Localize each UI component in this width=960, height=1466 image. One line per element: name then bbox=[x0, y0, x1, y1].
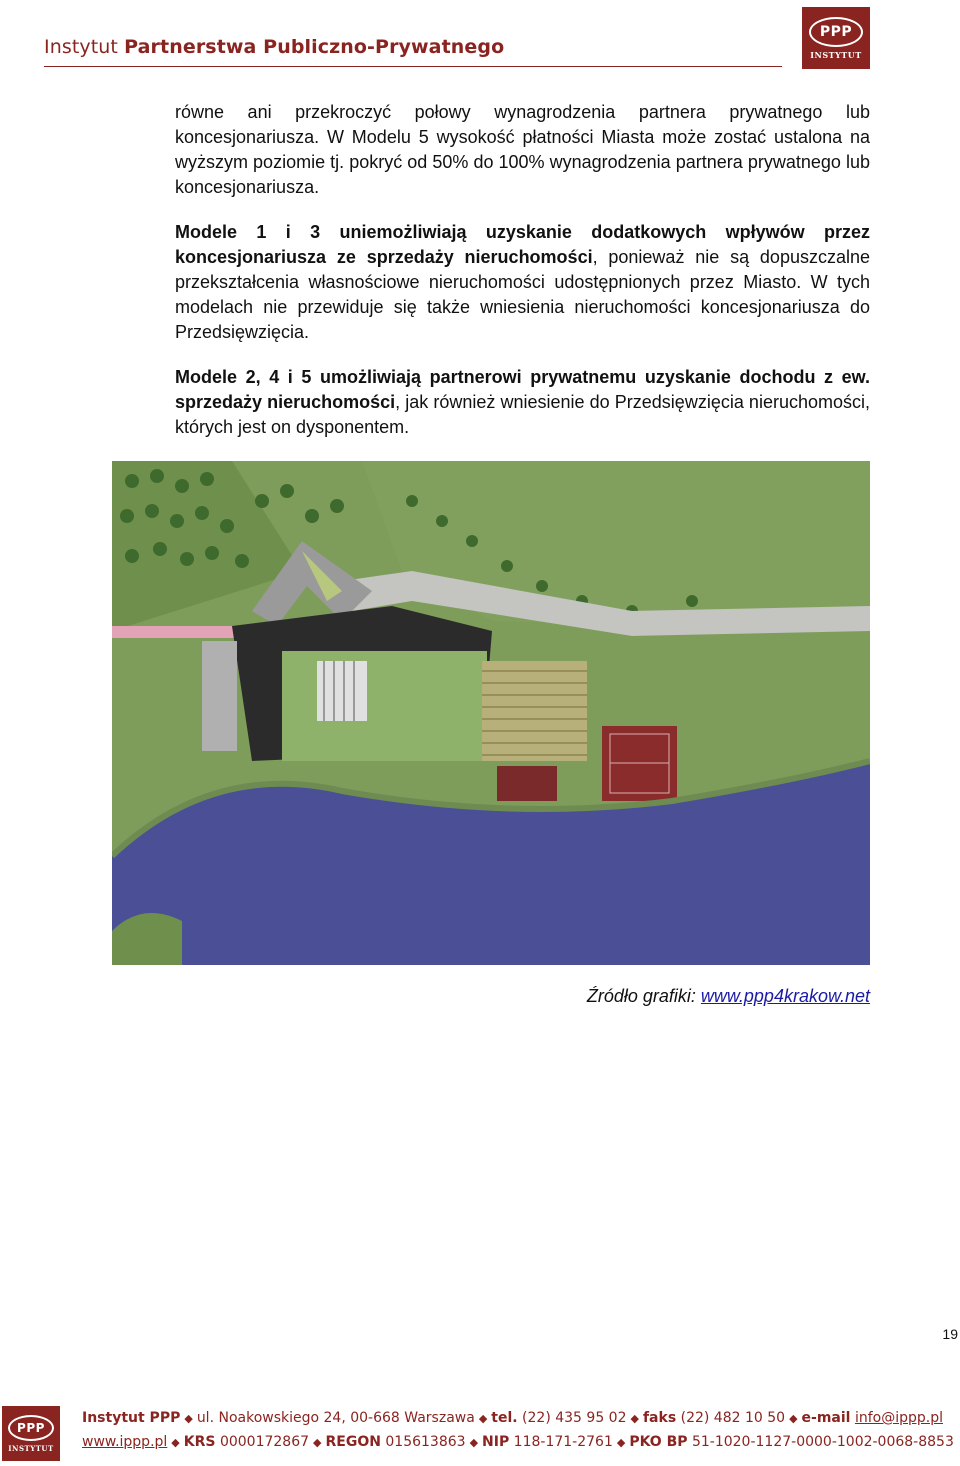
logo-caption: INSTYTUT bbox=[810, 49, 862, 60]
diamond-icon: ◆ bbox=[469, 1436, 479, 1449]
diamond-icon: ◆ bbox=[478, 1412, 488, 1425]
diamond-icon: ◆ bbox=[630, 1412, 639, 1425]
diamond-icon: ◆ bbox=[184, 1412, 193, 1425]
footer-fax: (22) 482 10 50 bbox=[680, 1410, 786, 1426]
footer-phone: (22) 435 95 02 bbox=[522, 1410, 627, 1426]
logo-monogram: PPP bbox=[8, 1415, 54, 1441]
page-number: 19 bbox=[942, 1326, 958, 1342]
diamond-icon: ◆ bbox=[313, 1436, 322, 1449]
footer-org: Instytut PPP bbox=[82, 1410, 181, 1426]
paragraph-models-2-4-5: Modele 2, 4 i 5 umożliwiają partnerowi prywatnemu uzyskanie dochodu z ew. sprzedaży nieruchomości, jak również wniesienie do Przedsięwzięcia nieruchomości, których jest on dysponentem. bbox=[175, 367, 870, 437]
logo-caption: INSTYTUT bbox=[8, 1443, 54, 1453]
paragraph-payment: równe ani przekroczyć połowy wynagrodzenia partnera prywatnego lub koncesjonariusza. W Modelu 5 wysokość płatności Miasta może zostać ustalona na wyższym poziomie tj. pokryć od 50% do 100% wynagrodzenia partnera prywatnego lub koncesjonariusza. bbox=[175, 102, 870, 197]
footer-nip: 118-171-2761 bbox=[513, 1434, 613, 1450]
image-source-caption: Źródło grafiki: www.ppp4krakow.net bbox=[586, 986, 870, 1006]
paragraph-models-1-3: Modele 1 i 3 uniemożliwiają uzyskanie dodatkowych wpływów przez koncesjonariusza ze sprzedaży nieruchomości, ponieważ nie są dopuszczalne przekształcenia własnościowe nieruchomości udostępnionych przez Miasto. W tych modelach nie przewiduje się także wniesienia nieruchomości koncesjonariusza do Przedsięwzięcia. bbox=[175, 222, 870, 342]
footer-website-link[interactable]: www.ippp.pl bbox=[82, 1434, 168, 1450]
diamond-icon: ◆ bbox=[171, 1436, 180, 1449]
ppp-institute-logo bbox=[802, 7, 870, 69]
logo-monogram: PPP bbox=[809, 17, 863, 47]
header-divider bbox=[44, 66, 782, 67]
footer-registry-line: www.ippp.pl ◆ KRS 0000172867 ◆ REGON 015613863 ◆ NIP 118-171-2761 ◆ PKO BP 51-1020-1127-0000-1002-0068-8853 bbox=[82, 1434, 954, 1450]
diamond-icon: ◆ bbox=[616, 1436, 626, 1449]
footer-contact-line: Instytut PPP ◆ ul. Noakowskiego 24, 00-668 Warszawa ◆ tel. (22) 435 95 02 ◆ faks (22) 482 10 50 ◆ e-mail info@ippp.pl bbox=[82, 1410, 943, 1426]
source-link[interactable]: www.ppp4krakow.net bbox=[700, 986, 870, 1006]
footer-address: ul. Noakowskiego 24, 00-668 Warszawa bbox=[196, 1410, 475, 1426]
footer-bank-account: 51-1020-1127-0000-1002-0068-8853 bbox=[691, 1434, 954, 1450]
header-title: Instytut Partnerstwa Publiczno-Prywatnego bbox=[44, 36, 505, 58]
site-plan-rendering bbox=[112, 461, 870, 965]
footer-email-link[interactable]: info@ippp.pl bbox=[854, 1410, 943, 1426]
footer-logo bbox=[2, 1406, 60, 1461]
diamond-icon: ◆ bbox=[789, 1412, 798, 1425]
footer-regon: 015613863 bbox=[385, 1434, 466, 1450]
footer-krs: 0000172867 bbox=[219, 1434, 310, 1450]
